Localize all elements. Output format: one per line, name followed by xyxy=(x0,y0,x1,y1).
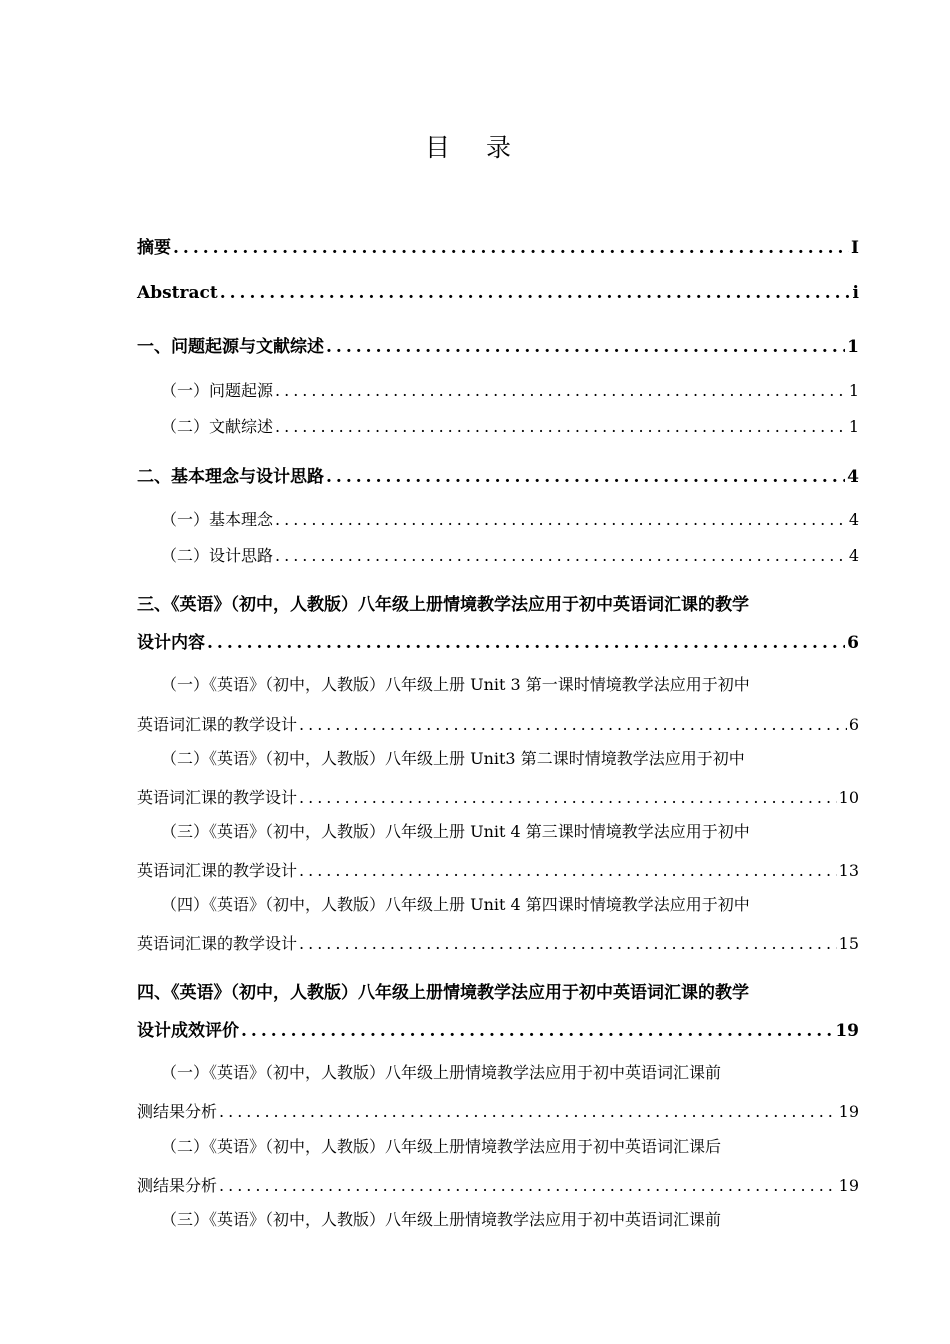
toc-entry-section-4-3-line1[interactable]: （三）《英语》（初中，人教版）八年级上册情境教学法应用于初中英语词汇课前 xyxy=(161,1210,722,1229)
dot-leader xyxy=(220,283,851,303)
toc-entry-label: 一、问题起源与文献综述 xyxy=(137,337,324,357)
toc-page-number: 19 xyxy=(835,1021,859,1041)
dot-leader xyxy=(299,788,837,807)
toc-entry-label: 设计内容 xyxy=(137,633,205,653)
dot-leader xyxy=(207,633,845,653)
dot-leader xyxy=(275,546,847,565)
toc-entry-section-2-2[interactable] xyxy=(137,543,859,566)
toc-entry-label: 摘要 xyxy=(137,238,171,258)
toc-entry-section-4-2-line1[interactable]: （二）《英语》（初中，人教版）八年级上册情境教学法应用于初中英语词汇课后 xyxy=(161,1137,722,1156)
toc-entry-section-4-line1[interactable]: 四、《英语》（初中，人教版）八年级上册情境教学法应用于初中英语词汇课的教学 xyxy=(137,983,749,1003)
dot-leader xyxy=(299,715,847,734)
toc-entry-label: 测结果分析 xyxy=(137,1102,218,1121)
toc-entry-section-1-2[interactable] xyxy=(137,414,859,437)
toc-entry-section-3-line1[interactable]: 三、《英语》（初中，人教版）八年级上册情境教学法应用于初中英语词汇课的教学 xyxy=(137,595,749,615)
toc-entry-label: 英语词汇课的教学设计 xyxy=(137,715,298,734)
dot-leader xyxy=(299,861,837,880)
dot-leader xyxy=(299,934,837,953)
toc-page-number: i xyxy=(852,283,859,303)
toc-entry-abstract-cn[interactable] xyxy=(137,233,859,258)
toc-entry-label: 二、基本理念与设计思路 xyxy=(137,467,324,487)
dot-leader xyxy=(275,510,847,529)
toc-entry-label: 英语词汇课的教学设计 xyxy=(137,788,298,807)
toc-page-number: 10 xyxy=(838,788,859,807)
toc-entry-section-4-1[interactable] xyxy=(137,1099,859,1122)
dot-leader xyxy=(275,417,847,436)
dot-leader xyxy=(326,337,845,357)
toc-page-number: 6 xyxy=(847,633,859,653)
toc-entry-section-3-4[interactable] xyxy=(137,931,859,954)
toc-page-number: I xyxy=(851,238,859,258)
toc-page-number: 19 xyxy=(838,1176,859,1195)
dot-leader xyxy=(219,1102,837,1121)
toc-entry-label: 设计成效评价 xyxy=(137,1021,239,1041)
toc-page-number: 19 xyxy=(838,1102,859,1121)
toc-page-number: 4 xyxy=(848,510,859,529)
toc-page-number: 15 xyxy=(838,934,859,953)
toc-entry-label: 测结果分析 xyxy=(137,1176,218,1195)
dot-leader xyxy=(326,467,845,487)
toc-entry-section-1-1[interactable] xyxy=(137,378,859,401)
toc-entry-section-2-1[interactable] xyxy=(137,507,859,530)
toc-entry-label: （一）问题起源 xyxy=(161,381,274,400)
toc-entry-label: 英语词汇课的教学设计 xyxy=(137,861,298,880)
toc-page-number: 6 xyxy=(848,715,859,734)
dot-leader xyxy=(173,238,849,258)
toc-page-number: 1 xyxy=(847,337,859,357)
toc-entry-abstract-en[interactable] xyxy=(137,283,859,303)
toc-page-number: 1 xyxy=(848,381,859,400)
toc-entry-section-4-2[interactable] xyxy=(137,1173,859,1196)
toc-entry-section-3-4-line1[interactable]: （四）《英语》（初中，人教版）八年级上册 Unit 4 第四课时情境教学法应用于初中 xyxy=(161,895,750,914)
toc-entry-section-3-1-line1[interactable]: （一）《英语》（初中，人教版）八年级上册 Unit 3 第一课时情境教学法应用于初中 xyxy=(161,675,750,694)
toc-entry-section-3-1[interactable] xyxy=(137,712,859,735)
toc-entry-section-2[interactable] xyxy=(137,462,859,487)
dot-leader xyxy=(275,381,847,400)
toc-entry-label: （二）文献综述 xyxy=(161,417,274,436)
toc-entry-section-1[interactable] xyxy=(137,332,859,357)
toc-entry-section-4-1-line1[interactable]: （一）《英语》（初中，人教版）八年级上册情境教学法应用于初中英语词汇课前 xyxy=(161,1063,722,1082)
toc-entry-section-3-2[interactable] xyxy=(137,785,859,808)
toc-entry-section-3-2-line1[interactable]: （二）《英语》（初中，人教版）八年级上册 Unit3 第二课时情境教学法应用于初中 xyxy=(161,749,745,768)
toc-entry-section-4[interactable] xyxy=(137,1016,859,1041)
dot-leader xyxy=(219,1176,837,1195)
toc-entry-label: （一）基本理念 xyxy=(161,510,274,529)
toc-entry-label: （二）设计思路 xyxy=(161,546,274,565)
toc-entry-section-3-3[interactable] xyxy=(137,858,859,881)
toc-page-number: 4 xyxy=(848,546,859,565)
toc-page-number: 1 xyxy=(848,417,859,436)
toc-page-number: 13 xyxy=(838,861,859,880)
page-title: 目 录 xyxy=(425,133,525,162)
toc-page-number: 4 xyxy=(847,467,859,487)
toc-entry-section-3[interactable] xyxy=(137,628,859,653)
dot-leader xyxy=(241,1021,833,1041)
toc-entry-label: 英语词汇课的教学设计 xyxy=(137,934,298,953)
toc-entry-label: Abstract xyxy=(137,283,218,303)
toc-entry-section-3-3-line1[interactable]: （三）《英语》（初中，人教版）八年级上册 Unit 4 第三课时情境教学法应用于初中 xyxy=(161,822,750,841)
